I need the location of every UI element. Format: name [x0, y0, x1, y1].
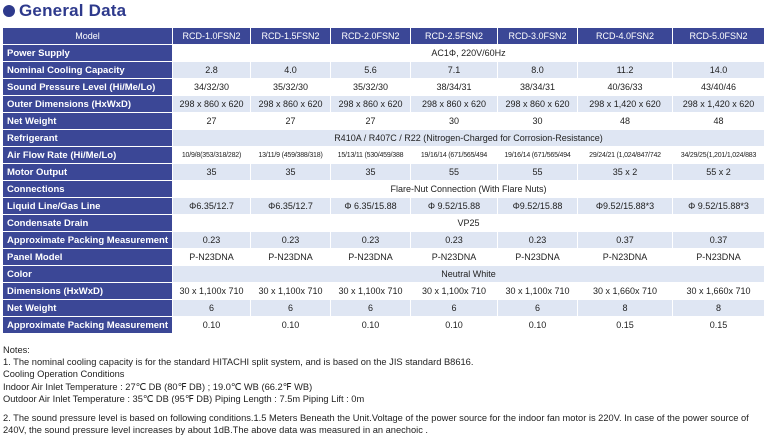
cell-value: 298 x 860 x 620 — [331, 96, 411, 113]
table-row — [3, 215, 765, 232]
table-row — [3, 164, 765, 181]
cell-value: 19/16/14 (671/565/494 — [498, 147, 578, 164]
cell-value: 43/40/46 — [673, 79, 765, 96]
row-label: Net Weight — [3, 300, 173, 317]
row-value-span: AC1Φ, 220V/60Hz — [173, 45, 765, 62]
cell-value: P-N23DNA — [673, 249, 765, 266]
cell-value: 298 x 1,420 x 620 — [673, 96, 765, 113]
cell-value: 30 x 1,100x 710 — [411, 283, 498, 300]
row-value-span: VP25 — [173, 215, 765, 232]
cell-value: 30 x 1,660x 710 — [673, 283, 765, 300]
table-row — [3, 45, 765, 62]
cell-value: Φ6.35/12.7 — [173, 198, 251, 215]
cell-value: 2.8 — [173, 62, 251, 79]
cell-value: 8 — [578, 300, 673, 317]
cell-value: 0.10 — [411, 317, 498, 334]
table-row — [3, 232, 765, 249]
cell-value: 29/24/21 (1,024/847/742 — [578, 147, 673, 164]
cell-value: 55 — [498, 164, 578, 181]
cell-value: P-N23DNA — [411, 249, 498, 266]
row-label: Air Flow Rate (Hi/Me/Lo) — [3, 147, 173, 164]
cell-value: 0.23 — [251, 232, 331, 249]
table-row — [3, 283, 765, 300]
cell-value: 13/11/9 (459/388/318) — [251, 147, 331, 164]
cell-value: 34/32/30 — [173, 79, 251, 96]
cell-value: P-N23DNA — [251, 249, 331, 266]
cell-value: 10/9/8(353/318/282) — [173, 147, 251, 164]
cell-value: 4.0 — [251, 62, 331, 79]
table-row — [3, 317, 765, 334]
cell-value: 0.10 — [251, 317, 331, 334]
cell-value: 298 x 860 x 620 — [173, 96, 251, 113]
cell-value: 6 — [173, 300, 251, 317]
table-body — [3, 45, 765, 334]
cell-value: 8.0 — [498, 62, 578, 79]
cell-value: 30 x 1,100x 710 — [251, 283, 331, 300]
cell-value: 0.37 — [673, 232, 765, 249]
cell-value: 6 — [498, 300, 578, 317]
row-label: Motor Output — [3, 164, 173, 181]
cell-value: 14.0 — [673, 62, 765, 79]
cell-value: 27 — [251, 113, 331, 130]
cell-value: 27 — [173, 113, 251, 130]
cell-value: 298 x 860 x 620 — [411, 96, 498, 113]
row-label: Liquid Line/Gas Line — [3, 198, 173, 215]
row-value-span: Flare-Nut Connection (With Flare Nuts) — [173, 181, 765, 198]
cell-value: 0.10 — [498, 317, 578, 334]
notes-section — [3, 344, 763, 436]
section-title — [3, 1, 126, 21]
row-value-span: Neutral White — [173, 266, 765, 283]
cell-value: 35 x 2 — [578, 164, 673, 181]
cell-value: 27 — [331, 113, 411, 130]
cell-value: 34/29/25(1,201/1,024/883 — [673, 147, 765, 164]
cell-value: 0.23 — [498, 232, 578, 249]
header-model-name: RCD-2.5FSN2 — [411, 28, 498, 45]
cell-value: P-N23DNA — [578, 249, 673, 266]
notes-heading: Notes: — [3, 345, 30, 355]
note-line: Cooling Operation Conditions — [3, 369, 125, 380]
cell-value: 30 — [498, 113, 578, 130]
row-value-span: R410A / R407C / R22 (Nitrogen-Charged for Corrosion-Resistance) — [173, 130, 765, 147]
row-label: Connections — [3, 181, 173, 198]
cell-value: 8 — [673, 300, 765, 317]
cell-value: P-N23DNA — [331, 249, 411, 266]
table-row — [3, 62, 765, 79]
table-row — [3, 130, 765, 147]
page-title: General Data — [19, 1, 127, 20]
cell-value: 19/16/14 (671/565/494 — [411, 147, 498, 164]
table-row — [3, 79, 765, 96]
cell-value: 0.23 — [331, 232, 411, 249]
cell-value: 6 — [251, 300, 331, 317]
cell-value: 35 — [251, 164, 331, 181]
cell-value: 55 — [411, 164, 498, 181]
table-header-row — [3, 28, 765, 45]
cell-value: 0.15 — [578, 317, 673, 334]
table-row — [3, 249, 765, 266]
cell-value: 30 x 1,100x 710 — [498, 283, 578, 300]
row-label: Approximate Packing Measurement — [3, 232, 173, 249]
cell-value: Φ6.35/12.7 — [251, 198, 331, 215]
cell-value: 38/34/31 — [498, 79, 578, 96]
header-model-name: RCD-3.0FSN2 — [498, 28, 578, 45]
table-row — [3, 266, 765, 283]
cell-value: 30 x 1,100x 710 — [331, 283, 411, 300]
header-model-name: RCD-5.0FSN2 — [673, 28, 765, 45]
row-label: Outer Dimensions (HxWxD) — [3, 96, 173, 113]
table-row — [3, 147, 765, 164]
cell-value: 11.2 — [578, 62, 673, 79]
cell-value: 15/13/11 (530/459/388 — [331, 147, 411, 164]
row-label: Nominal Cooling Capacity — [3, 62, 173, 79]
cell-value: P-N23DNA — [173, 249, 251, 266]
cell-value: 6 — [331, 300, 411, 317]
cell-value: Φ 6.35/15.88 — [331, 198, 411, 215]
cell-value: 35 — [173, 164, 251, 181]
cell-value: 298 x 860 x 620 — [251, 96, 331, 113]
cell-value: Φ9.52/15.88 — [498, 198, 578, 215]
row-label: Refrigerant — [3, 130, 173, 147]
cell-value: 55 x 2 — [673, 164, 765, 181]
cell-value: 0.37 — [578, 232, 673, 249]
cell-value: 0.10 — [173, 317, 251, 334]
header-model-name: RCD-1.5FSN2 — [251, 28, 331, 45]
row-label: Approximate Packing Measurement — [3, 317, 173, 334]
header-model: Model — [3, 28, 173, 45]
table-row — [3, 198, 765, 215]
row-label: Color — [3, 266, 173, 283]
cell-value: 0.15 — [673, 317, 765, 334]
cell-value: 5.6 — [331, 62, 411, 79]
row-label: Condensate Drain — [3, 215, 173, 232]
cell-value: 0.23 — [411, 232, 498, 249]
cell-value: 35/32/30 — [331, 79, 411, 96]
bullet-dot-icon — [3, 5, 15, 17]
row-label: Power Supply — [3, 45, 173, 62]
header-model-name: RCD-2.0FSN2 — [331, 28, 411, 45]
cell-value: 35 — [331, 164, 411, 181]
row-label: Sound Pressure Level (Hi/Me/Lo) — [3, 79, 173, 96]
cell-value: 48 — [673, 113, 765, 130]
cell-value: 48 — [578, 113, 673, 130]
row-label: Dimensions (HxWxD) — [3, 283, 173, 300]
table-row — [3, 300, 765, 317]
cell-value: 0.10 — [331, 317, 411, 334]
table-row — [3, 181, 765, 198]
note-line: Indoor Air Inlet Temperature : 27℃ DB (80℉ DB) ; 19.0℃ WB (66.2℉ WB) — [3, 381, 313, 392]
cell-value: 6 — [411, 300, 498, 317]
cell-value: 0.23 — [173, 232, 251, 249]
cell-value: P-N23DNA — [498, 249, 578, 266]
cell-value: Φ 9.52/15.88*3 — [673, 198, 765, 215]
row-label: Panel Model — [3, 249, 173, 266]
note-line: Outdoor Air Inlet Temperature : 35℃ DB (95℉ DB) Piping Length : 7.5m Piping Lift : 0m — [3, 393, 365, 404]
row-label: Net Weight — [3, 113, 173, 130]
cell-value: 35/32/30 — [251, 79, 331, 96]
cell-value: Φ9.52/15.88*3 — [578, 198, 673, 215]
cell-value: 30 x 1,660x 710 — [578, 283, 673, 300]
cell-value: 40/36/33 — [578, 79, 673, 96]
header-model-name: RCD-1.0FSN2 — [173, 28, 251, 45]
table-row — [3, 96, 765, 113]
cell-value: 30 x 1,100x 710 — [173, 283, 251, 300]
cell-value: 30 — [411, 113, 498, 130]
cell-value: 298 x 860 x 620 — [498, 96, 578, 113]
cell-value: Φ 9.52/15.88 — [411, 198, 498, 215]
cell-value: 7.1 — [411, 62, 498, 79]
table-row — [3, 113, 765, 130]
general-data-table — [2, 27, 765, 334]
note-line: 1. The nominal cooling capacity is for the standard HITACHI split system, and is based on the JIS standard B8616. — [3, 357, 474, 368]
cell-value: 298 x 1,420 x 620 — [578, 96, 673, 113]
header-model-name: RCD-4.0FSN2 — [578, 28, 673, 45]
cell-value: 38/34/31 — [411, 79, 498, 96]
note-line: 2. The sound pressure level is based on following conditions.1.5 Meters Beneath the Unit.Voltage of the power source for the indoor fan motor is 220V. In case of the power source of 240V, the sound pressure level increases by about 1dB.The above data was measured in an anechoic . — [3, 413, 749, 436]
